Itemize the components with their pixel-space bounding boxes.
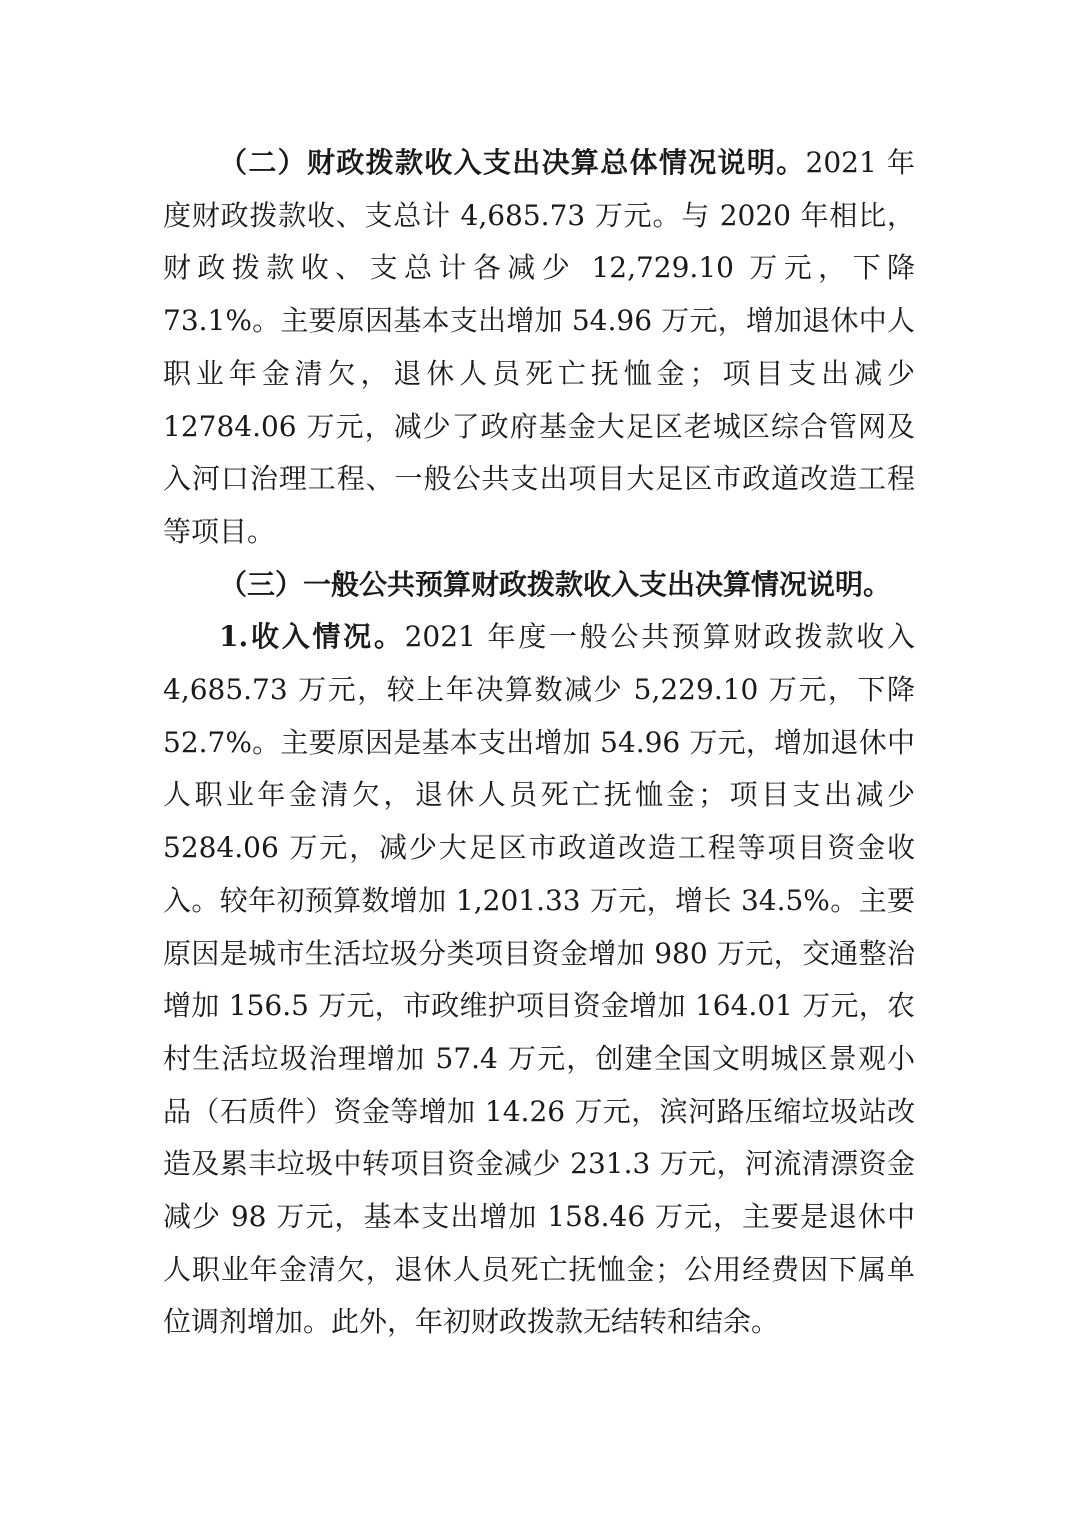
paragraph-item-1: [163, 611, 915, 1349]
document-page: [163, 137, 915, 1349]
item-1-lead: 1.收入情况。: [219, 620, 405, 654]
section-2-heading: （二）财政拨款收入支出决算总体情况说明。: [219, 146, 806, 179]
section-3-heading: （三）一般公共预算财政拨款收入支出决算情况说明。: [219, 567, 892, 601]
paragraph-section-2: [163, 137, 915, 559]
item-1-body: 2021 年度一般公共预算财政拨款收入 4,685.73 万元，较上年决算数减少 5,229.10 万元，下降 52.7%。主要原因是基本支出增加 54.96 万元，增加退休中人职业年金清欠，退休人员死亡抚恤金；项目支出减少 5284.06 万元，减少大足区市政道改造工程等项目资金收入。较年初预算数增加 1,201.33 万元，增长 34.5%。主要原因是城市生活垃圾分类项目资金增加 980 万元，交通整治增加 156.5 万元，市政维护项目资金增加 164.01 万元，农村生活垃圾治理增加 57.4 万元，创建全国文明城区景观小品（石质件）资金等增加 14.26 万元，滨河路压缩垃圾站改造及累丰垃圾中转项目资金减少 231.3 万元，河流清漂资金减少 98 万元，基本支出增加 158.46 万元，主要是退休中人职业年金清欠，退休人员死亡抚恤金；公用经费因下属单位调剂增加。此外，年初财政拨款无结转和结余。: [163, 620, 915, 1339]
section-2-body: 2021 年度财政拨款收、支总计 4,685.73 万元。与 2020 年相比，财政拨款收、支总计各减少 12,729.10 万元，下降 73.1%。主要原因基本支出增加 54.96 万元，增加退休中人职业年金清欠，退休人员死亡抚恤金；项目支出减少 12784.06 万元，减少了政府基金大足区老城区综合管网及入河口治理工程、一般公共支出项目大足区市政道改造工程等项目。: [163, 146, 915, 548]
paragraph-section-3: [163, 559, 915, 612]
